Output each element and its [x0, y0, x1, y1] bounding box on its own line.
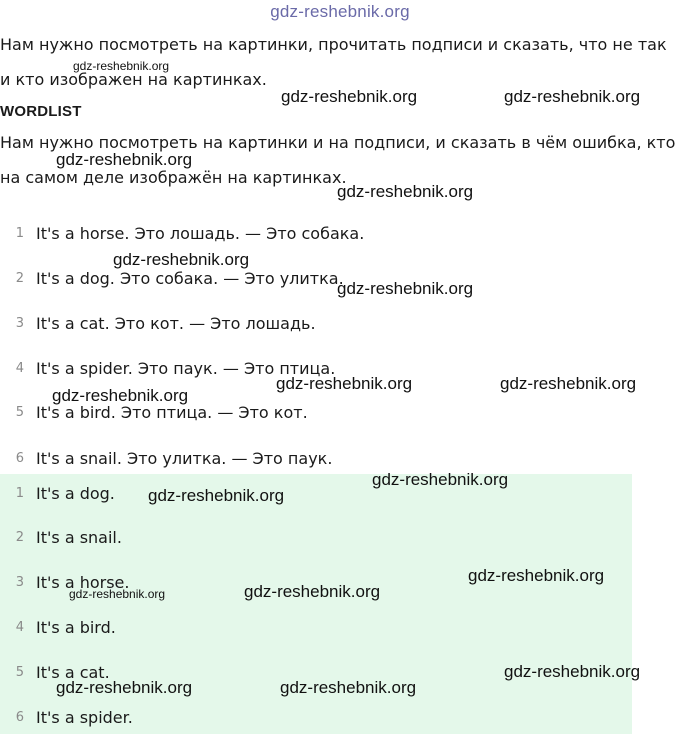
watermark: gdz-reshebnik.org	[69, 587, 166, 601]
item-text: It's a spider. Это паук. — Это птица.	[36, 358, 336, 378]
item-number: 3	[15, 574, 24, 590]
exercise-item	[0, 308, 632, 338]
watermark: gdz-reshebnik.org	[52, 386, 189, 405]
watermark: gdz-reshebnik.org	[337, 279, 474, 298]
item-number: 5	[15, 664, 24, 680]
item-text: It's a horse. Это лошадь. — Это собака.	[36, 223, 365, 243]
watermark: gdz-reshebnik.org	[468, 566, 605, 585]
item-text: It's a dog. Это собака. — Это улитка.	[36, 268, 344, 288]
watermark: gdz-reshebnik.org	[504, 662, 641, 681]
watermark: gdz-reshebnik.org	[280, 678, 417, 697]
answer-item	[0, 522, 632, 552]
exercise-item	[0, 218, 632, 248]
watermark: gdz-reshebnik.org	[500, 374, 637, 393]
item-number: 4	[15, 360, 24, 376]
answer-item	[0, 612, 632, 642]
item-text: It's a cat.	[36, 662, 110, 682]
item-number: 2	[15, 270, 24, 286]
watermark: gdz-reshebnik.org	[372, 470, 509, 489]
item-text: It's a spider.	[36, 707, 133, 727]
item-number: 6	[15, 709, 24, 725]
wordlist-heading: WORDLIST	[0, 103, 82, 120]
item-text: It's a dog.	[36, 483, 115, 503]
item-number: 4	[15, 619, 24, 635]
item-number: 2	[15, 529, 24, 545]
item-number: 1	[15, 225, 24, 241]
answer-item	[0, 478, 632, 508]
watermark: gdz-reshebnik.org	[56, 150, 193, 169]
watermark: gdz-reshebnik.org	[276, 374, 413, 393]
item-text: It's a snail. Это улитка. — Это паук.	[36, 448, 333, 468]
item-number: 5	[15, 404, 24, 420]
watermark: gdz-reshebnik.org	[113, 250, 250, 269]
intro-paragraph: Нам нужно посмотреть на картинки, прочитать подписи и сказать, что не так и кто изображен на картинках.	[0, 35, 667, 89]
site-watermark-header: gdz-reshebnik.org	[270, 2, 410, 21]
answer-item	[0, 702, 632, 732]
item-number: 3	[15, 315, 24, 331]
wordlist-paragraph: Нам нужно посмотреть на картинки и на подписи, и сказать в чём ошибка, кто на самом деле изображён на картинках.	[0, 133, 676, 187]
item-number: 1	[15, 485, 24, 501]
item-text: It's a bird.	[36, 617, 116, 637]
item-text: It's a bird. Это птица. — Это кот.	[36, 402, 308, 422]
exercise-item	[0, 443, 632, 473]
item-text: It's a snail.	[36, 527, 122, 547]
watermark: gdz-reshebnik.org	[504, 87, 641, 106]
watermark: gdz-reshebnik.org	[244, 582, 381, 601]
watermark: gdz-reshebnik.org	[56, 678, 193, 697]
exercise-item	[0, 263, 632, 293]
item-text: It's a cat. Это кот. — Это лошадь.	[36, 313, 316, 333]
item-text: It's a horse.	[36, 572, 130, 592]
watermark: gdz-reshebnik.org	[73, 59, 170, 73]
item-number: 6	[15, 450, 24, 466]
watermark: gdz-reshebnik.org	[148, 486, 285, 505]
watermark: gdz-reshebnik.org	[281, 87, 418, 106]
watermark: gdz-reshebnik.org	[337, 182, 474, 201]
